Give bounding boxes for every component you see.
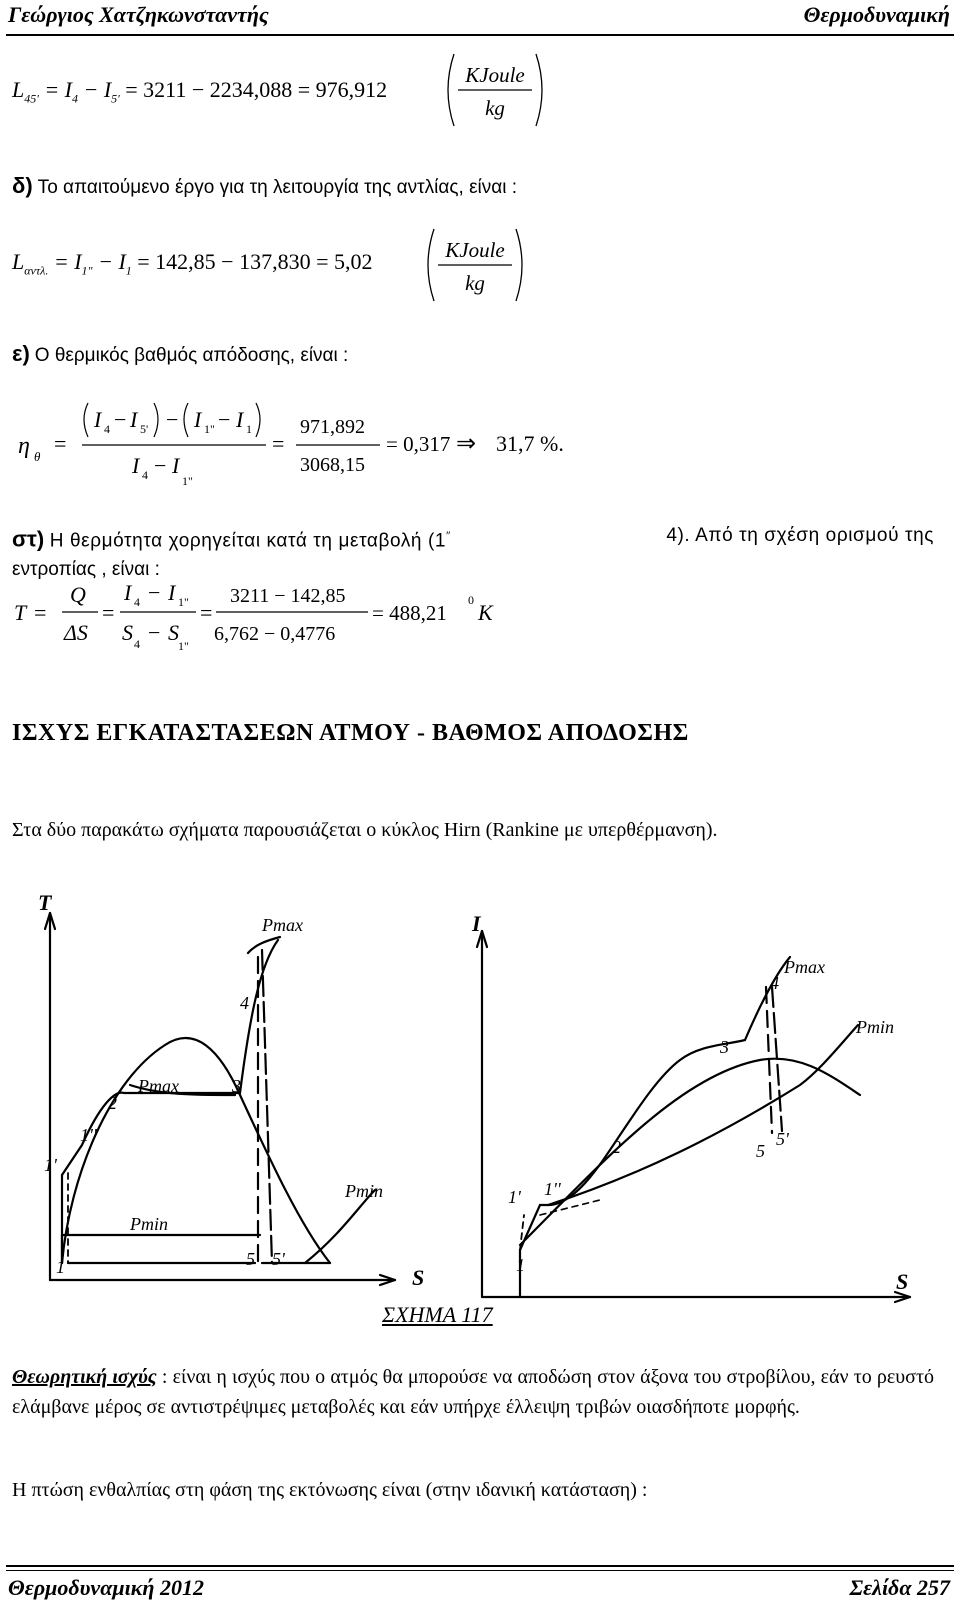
ts-pmin-label: Pmin — [130, 1214, 168, 1234]
section-heading: ΙΣΧΥΣ ΕΓΚΑΤΑΣΤΑΣΕΩΝ ΑΤΜΟΥ - ΒΑΘΜΟΣ ΑΠΟΔΟΣΗΣ — [12, 720, 689, 746]
is-pmin-label: Pmin — [856, 1017, 894, 1037]
ts-real-expansion — [262, 950, 272, 1263]
header-subject: Θερμοδυναμική — [803, 2, 950, 27]
svg-text:4: 4 — [134, 595, 140, 609]
svg-text:−: − — [148, 620, 161, 645]
svg-text:3068,15: 3068,15 — [300, 454, 365, 476]
svg-text:= 0,317: = 0,317 — [386, 432, 451, 456]
is-pmax-label: Pmax — [784, 957, 825, 977]
is-cycle-line — [520, 957, 790, 1250]
unit-den-2: kg — [465, 271, 485, 295]
ts-point-1p: 1' — [44, 1155, 57, 1175]
equation-work-turbine: $L_{45'} = I_4 - I_{5'} = 3211 - 2234,088 = 976,912$ — [12, 77, 388, 106]
is-point-5: 5 — [756, 1141, 765, 1161]
is-point-3: 3 — [720, 1037, 729, 1057]
svg-text:0: 0 — [468, 593, 474, 607]
svg-text:I: I — [168, 580, 176, 605]
svg-text:= 488,21: = 488,21 — [372, 601, 447, 625]
svg-text:Q: Q — [70, 582, 86, 607]
section-st: στ) Η θερμότητα χορηγείται κατά τη μεταβολή (1′′ 4). Από τη σχέση ορισμού της εντροπίας , είναι : — [12, 525, 934, 580]
header-rule — [6, 34, 954, 36]
ts-x-label: S — [412, 1265, 425, 1290]
svg-text:4: 4 — [104, 422, 110, 436]
is-diagram — [477, 931, 910, 1302]
svg-text:S: S — [122, 620, 133, 645]
svg-text:I: I — [130, 407, 138, 432]
ts-point-2: 2 — [108, 1093, 117, 1113]
svg-text:4: 4 — [142, 468, 148, 482]
is-point-1p: 1' — [508, 1187, 521, 1207]
equation-pump-work: $L_{\alpha\nu\tau\lambda.} = I_{1"} - I_1 = 142,85 - 137,830 = 5,02$ — [12, 249, 373, 278]
svg-text:−: − — [218, 407, 231, 432]
ts-cycle-line — [62, 940, 278, 1263]
svg-text:S: S — [168, 620, 179, 645]
svg-text:I: I — [236, 407, 244, 432]
footer-rule — [6, 1565, 954, 1567]
svg-text:5': 5' — [140, 422, 149, 436]
section-d — [12, 172, 517, 202]
is-saturation-curve — [520, 1059, 860, 1245]
section-st-label: στ) — [12, 526, 45, 552]
ts-pmax-label: Pmax — [138, 1076, 179, 1096]
svg-text:=: = — [34, 600, 47, 625]
theory-term: Θεωρητική ισχύς — [12, 1366, 157, 1388]
is-point-2: 2 — [612, 1137, 621, 1157]
is-labels — [471, 911, 908, 1294]
ts-point-3: 3 — [232, 1076, 241, 1096]
svg-text:ΔS: ΔS — [64, 620, 88, 645]
ts-point-5: 5 — [246, 1249, 255, 1269]
footer-left: Θερμοδυναμική 2012 — [8, 1575, 204, 1600]
ts-point-4: 4 — [240, 993, 249, 1013]
ts-point-1pp: 1'' — [80, 1125, 97, 1145]
is-pmin-curve — [548, 1025, 858, 1205]
svg-text:I: I — [94, 407, 102, 432]
svg-text:η: η — [18, 433, 30, 459]
section-e-text: Ο θερμικός βαθμός απόδοσης, είναι : — [34, 345, 349, 366]
svg-text:−: − — [148, 580, 161, 605]
ts-labels — [38, 890, 424, 1290]
theory-paragraph — [12, 1362, 934, 1422]
svg-text:3211 − 142,85: 3211 − 142,85 — [230, 585, 346, 607]
ts-pmax-label-top: Pmax — [262, 915, 303, 935]
figure-117 — [0, 845, 960, 1315]
is-point-4: 4 — [770, 973, 779, 993]
svg-text:4: 4 — [134, 637, 140, 651]
is-point-1: 1 — [516, 1255, 525, 1275]
intro-text: Στα δύο παρακάτω σχήματα παρουσιάζεται ο κύκλος Hirn (Rankine με υπερθέρμανση). — [12, 819, 718, 841]
enthalpy-drop-text: Η πτώση ενθαλπίας στη φάση της εκτόνωσης είναι (στην ιδανική κατάσταση) : — [12, 1479, 648, 1501]
svg-text:K: K — [478, 600, 493, 625]
svg-text:=: = — [200, 600, 213, 625]
svg-text:971,892: 971,892 — [300, 416, 365, 438]
is-y-label: I — [472, 911, 481, 936]
ts-diagram — [45, 913, 395, 1285]
svg-text:T: T — [14, 600, 27, 625]
section-d-label: δ) — [12, 173, 33, 198]
ts-saturation-dome — [62, 1038, 330, 1263]
svg-text:1: 1 — [246, 422, 252, 436]
svg-text:1": 1" — [178, 639, 189, 653]
ts-y-label: T — [38, 890, 52, 915]
footer-right: Σελίδα 257 — [849, 1575, 950, 1600]
unit-num-2: KJoule — [445, 238, 505, 262]
svg-text:6,762 − 0,4776: 6,762 − 0,4776 — [214, 623, 336, 645]
is-x-label: S — [896, 1269, 909, 1294]
ts-point-1: 1 — [56, 1257, 65, 1277]
figure-caption: ΣΧΗΜΑ 117 — [382, 1302, 493, 1327]
svg-text:1": 1" — [182, 474, 193, 488]
svg-text:−: − — [154, 453, 167, 478]
unit-bracket-2 — [420, 225, 530, 305]
footer-rule-thin — [6, 1570, 954, 1571]
section-d-text: Το απαιτούμενο έργο για τη λειτουργία της αντλίας, είναι : — [37, 177, 518, 198]
svg-text:=: = — [272, 431, 285, 456]
svg-text:θ: θ — [34, 449, 41, 464]
equation-efficiency — [10, 395, 630, 495]
ts-pmin-label-right: Pmin — [345, 1181, 383, 1201]
is-point-5p: 5' — [776, 1129, 789, 1149]
svg-text:=: = — [54, 431, 67, 456]
theory-text: : είναι η ισχύς που ο ατμός θα μπορούσε να αποδώση στον άξονα του στροβίλου, εάν το ρευστό ελάμβανε μέρος σε αντιστρέψιμες μεταβολές και εάν υπήρχε έλλειψη τριβών οιασδήποτε μορφής. — [12, 1366, 934, 1418]
section-e-label: ε) — [12, 341, 30, 366]
svg-text:I: I — [194, 407, 202, 432]
svg-text:31,7 %.: 31,7 %. — [496, 431, 564, 456]
unit-num-1: KJoule — [465, 63, 525, 87]
unit-bracket-1 — [440, 50, 550, 130]
svg-text:I: I — [132, 453, 140, 478]
is-point-1pp: 1'' — [544, 1179, 561, 1199]
section-e — [12, 340, 348, 370]
ts-point-5p: 5' — [272, 1249, 285, 1269]
header-author: Γεώργιος Χατζηκωνσταντής — [8, 2, 269, 27]
svg-text:−: − — [166, 407, 179, 432]
svg-text:−: − — [114, 407, 127, 432]
svg-text:1": 1" — [178, 595, 189, 609]
svg-text:I: I — [124, 580, 132, 605]
svg-text:I: I — [172, 453, 180, 478]
unit-den-1: kg — [485, 96, 505, 120]
svg-text:⇒: ⇒ — [456, 431, 477, 457]
svg-text:1": 1" — [204, 422, 215, 436]
svg-text:=: = — [102, 600, 115, 625]
equation-temperature — [10, 578, 530, 658]
